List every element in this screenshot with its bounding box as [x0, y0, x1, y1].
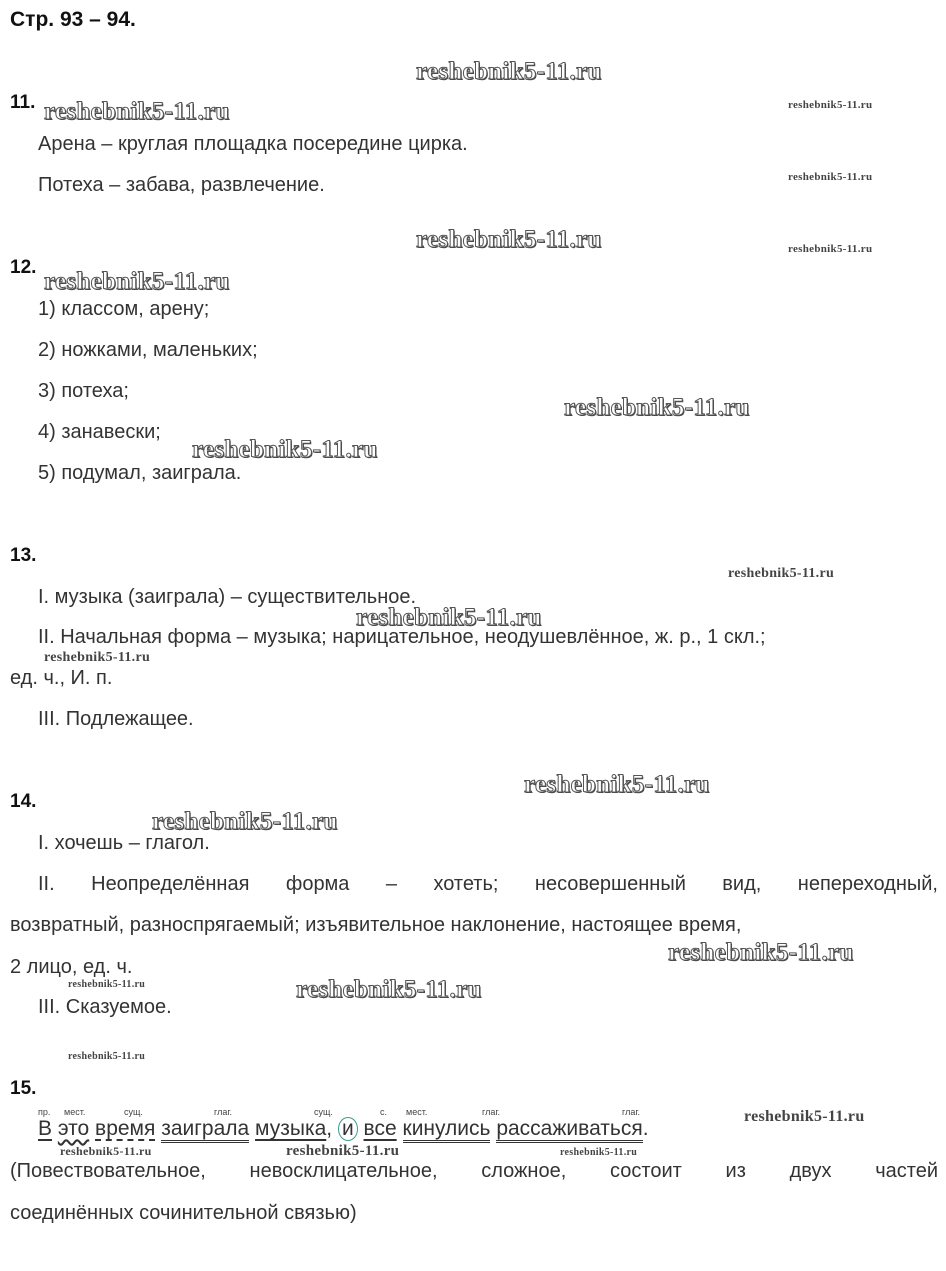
exercise-13-number: 13. — [10, 545, 37, 566]
watermark: reshebnik5-11.ru — [564, 394, 750, 421]
word-subject: музыка — [255, 1117, 327, 1140]
pos-tag: сущ. — [314, 1107, 333, 1117]
analyzed-sentence — [38, 1117, 649, 1141]
watermark: reshebnik5-11.ru — [788, 171, 873, 183]
word-predicate: рассаживаться — [496, 1117, 642, 1143]
exercise-12-line: 4) занавески; — [38, 421, 161, 443]
pos-tag: сущ. — [124, 1107, 143, 1117]
exercise-12-line: 1) классом, арену; — [38, 298, 210, 320]
watermark: reshebnik5-11.ru — [524, 771, 710, 798]
watermark: reshebnik5-11.ru — [560, 1147, 638, 1158]
watermark: reshebnik5-11.ru — [788, 99, 873, 111]
period: . — [642, 1117, 649, 1140]
watermark: reshebnik5-11.ru — [68, 1051, 146, 1062]
pos-tag: глаг. — [482, 1107, 501, 1117]
watermark: reshebnik5-11.ru — [728, 566, 835, 581]
watermark: reshebnik5-11.ru — [68, 979, 146, 990]
exercise-14-line: II. Неопределённая форма – хотеть; несовершенный вид, непереходный, — [38, 873, 938, 895]
word-pronoun: это — [57, 1117, 90, 1140]
word-preposition: В — [38, 1117, 53, 1140]
exercise-14-line: III. Сказуемое. — [38, 996, 172, 1018]
exercise-11-line: Потеха – забава, развлечение. — [38, 174, 325, 196]
exercise-14-number: 14. — [10, 791, 37, 812]
exercise-11-number: 11. — [10, 92, 36, 113]
watermark: reshebnik5-11.ru — [60, 1144, 152, 1158]
exercise-14-line: I. хочешь – глагол. — [38, 832, 210, 854]
watermark: reshebnik5-11.ru — [44, 650, 151, 665]
exercise-14-line: возвратный, разноспрягаемый; изъявительное наклонение, настоящее время, — [10, 914, 742, 936]
word-predicate: заиграла — [161, 1117, 249, 1143]
watermark: reshebnik5-11.ru — [296, 976, 482, 1003]
word-noun: время — [95, 1117, 156, 1140]
watermark: reshebnik5-11.ru — [416, 58, 602, 85]
exercise-13-line: III. Подлежащее. — [38, 708, 194, 730]
exercise-12-line: 2) ножками, маленьких; — [38, 339, 258, 361]
watermark: reshebnik5-11.ru — [788, 243, 873, 255]
comma: , — [326, 1117, 333, 1140]
exercise-15-number: 15. — [10, 1078, 37, 1099]
word-predicate: кинулись — [403, 1117, 491, 1143]
watermark: reshebnik5-11.ru — [44, 268, 230, 295]
watermark: reshebnik5-11.ru — [356, 604, 542, 631]
watermark: reshebnik5-11.ru — [192, 436, 378, 463]
exercise-13-line: I. музыка (заиграла) – существительное. — [38, 586, 417, 608]
exercise-13-line: ед. ч., И. п. — [10, 667, 113, 689]
exercise-15-description: соединённых сочинительной связью) — [10, 1202, 357, 1224]
watermark: reshebnik5-11.ru — [152, 808, 338, 835]
exercise-13-line: II. Начальная форма – музыка; нарицательное, неодушевлённое, ж. р., 1 скл.; — [38, 626, 766, 648]
exercise-12-number: 12. — [10, 257, 37, 278]
page-title: Стр. 93 – 94. — [10, 8, 136, 31]
watermark: reshebnik5-11.ru — [744, 1108, 865, 1125]
exercise-12-line: 5) подумал, заиграла. — [38, 462, 242, 484]
pos-tag: с. — [380, 1107, 388, 1117]
exercise-12-line: 3) потеха; — [38, 380, 129, 402]
exercise-14-line: 2 лицо, ед. ч. — [10, 956, 133, 978]
pos-tag: глаг. — [214, 1107, 233, 1117]
watermark: reshebnik5-11.ru — [416, 226, 602, 253]
watermark: reshebnik5-11.ru — [668, 939, 854, 966]
word-subject: все — [363, 1117, 397, 1140]
exercise-11-line: Арена – круглая площадка посередине цирка. — [38, 133, 468, 155]
pos-tag: глаг. — [622, 1107, 641, 1117]
pos-tag: пр. — [38, 1107, 51, 1117]
watermark: reshebnik5-11.ru — [44, 98, 230, 125]
word-conjunction-circled: и — [338, 1117, 358, 1141]
watermark: reshebnik5-11.ru — [286, 1143, 400, 1159]
exercise-15-description: (Повествовательное, невосклицательное, сложное, состоит из двух частей — [10, 1160, 938, 1182]
pos-tag: мест. — [406, 1107, 428, 1117]
pos-tag: мест. — [64, 1107, 86, 1117]
